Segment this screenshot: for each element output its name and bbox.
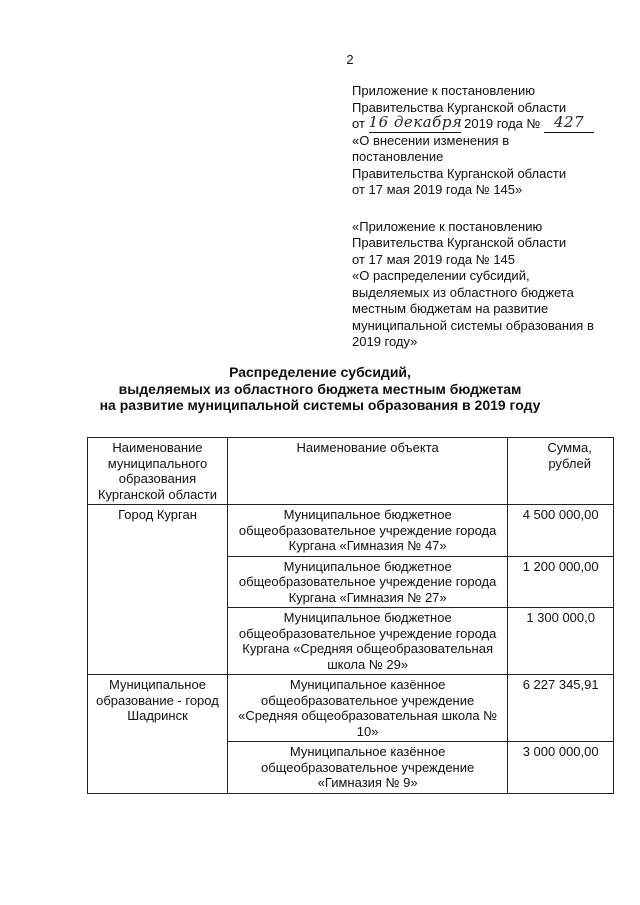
date-prefix: от: [352, 116, 365, 131]
appendix-line: Правительства Курганской области: [352, 165, 567, 181]
handwritten-number: 427: [554, 112, 585, 131]
title-line: на развитие муниципальной системы образования в 2019 году: [99, 397, 541, 413]
handwritten-date: 16 декабря: [368, 112, 463, 131]
quoted-appendix-line: 2019 году»: [352, 334, 418, 349]
object-cell: Муниципальное казённое общеобразовательное учреждение «Средняя общеобразовательная школа № 10»: [227, 675, 507, 742]
sum-cell: 1 300 000,0: [508, 608, 614, 675]
header-sum-line: рублей: [548, 455, 591, 471]
quoted-appendix-line: «О распределении субсидий,: [352, 268, 530, 283]
appendix-date-line: [352, 112, 622, 133]
object-cell: Муниципальное бюджетное общеобразовательное учреждение города Кургана «Гимназия № 47»: [227, 505, 507, 557]
table-row: [88, 505, 614, 557]
object-cell: Муниципальное бюджетное общеобразовательное учреждение города Кургана «Средняя общеобразовательная школа № 29»: [227, 608, 507, 675]
document-title: [40, 364, 600, 414]
sum-cell: 6 227 345,91: [508, 675, 614, 742]
appendix-line: Приложение к постановлению: [352, 83, 535, 98]
municipality-cell: Город Курган: [88, 505, 228, 675]
sum-cell: 4 500 000,00: [508, 505, 614, 557]
number-blank: [544, 112, 594, 133]
quoted-appendix-line: выделяемых из областного бюджета: [352, 284, 574, 300]
object-cell: Муниципальное казённое общеобразовательное учреждение «Гимназия № 9»: [227, 742, 507, 794]
table-header-row: [88, 438, 614, 505]
quoted-appendix-line: местным бюджетам на развитие: [352, 301, 549, 316]
header-municipality: Наименование муниципального образования Курганской области: [88, 438, 228, 505]
sum-cell: 3 000 000,00: [508, 742, 614, 794]
header-sum-line: Сумма,: [547, 440, 592, 455]
title-line: Распределение субсидий,: [229, 364, 411, 380]
subsidy-table: [87, 437, 614, 794]
appendix-block: [352, 83, 622, 351]
date-suffix: 2019 года №: [464, 116, 541, 131]
quoted-appendix-line: от 17 мая 2019 года № 145: [352, 251, 516, 267]
quoted-appendix-line: Правительства Курганской области: [352, 235, 567, 250]
object-cell: Муниципальное бюджетное общеобразовательное учреждение города Кургана «Гимназия № 27»: [227, 556, 507, 608]
header-object: Наименование объекта: [227, 438, 507, 505]
quoted-appendix-line: «Приложение к постановлению: [352, 218, 543, 234]
title-line: выделяемых из областного бюджета местным бюджетам: [118, 380, 522, 397]
page-number: 2: [346, 52, 354, 67]
appendix-line: «О внесении изменения в: [352, 132, 510, 148]
municipality-cell: Муниципальное образование - город Шадринск: [88, 675, 228, 794]
header-sum: [508, 438, 614, 505]
appendix-line: от 17 мая 2019 года № 145»: [352, 182, 523, 197]
appendix-line: Правительства Курганской области: [352, 99, 567, 115]
appendix-line: постановление: [352, 149, 444, 164]
table-row: [88, 675, 614, 742]
date-blank: [368, 112, 463, 133]
quoted-appendix-line: муниципальной системы образования в: [352, 317, 594, 333]
sum-cell: 1 200 000,00: [508, 556, 614, 608]
